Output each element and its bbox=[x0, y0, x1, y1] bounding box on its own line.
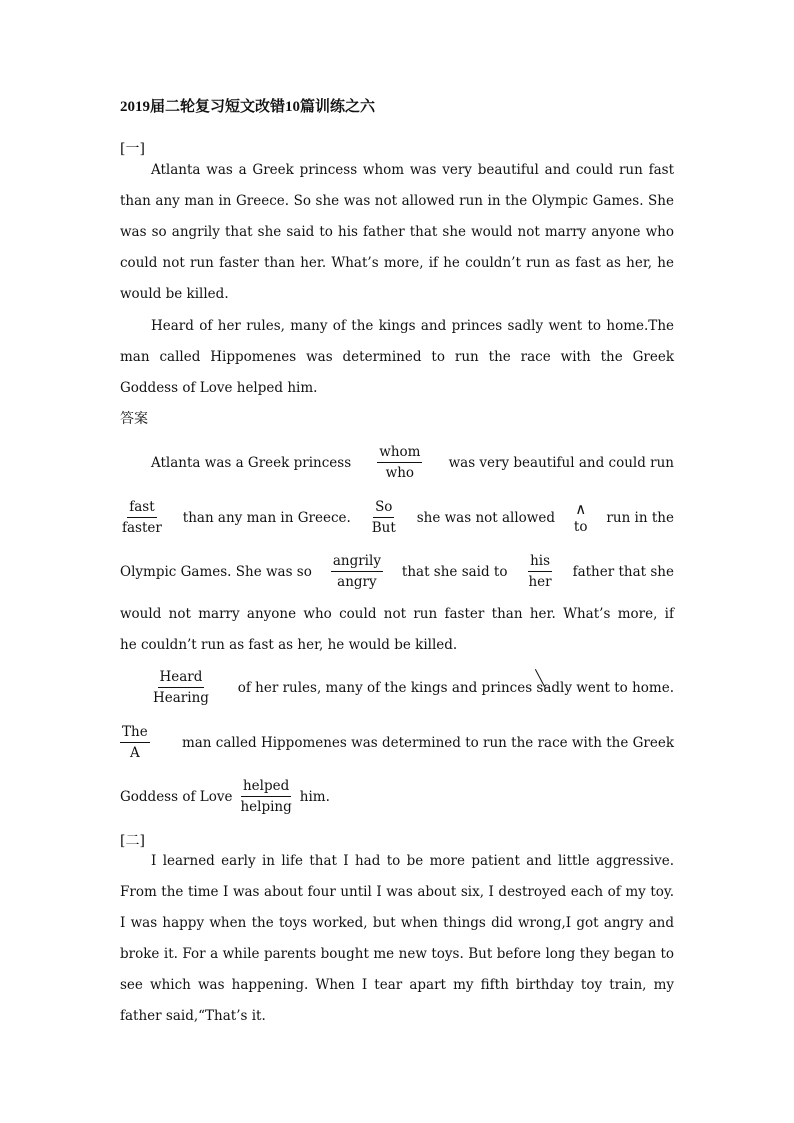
correction-so-but bbox=[370, 497, 398, 538]
correct-word: A bbox=[129, 745, 140, 761]
answer-text: she was not allowed bbox=[416, 509, 555, 526]
section-label-2: [二] bbox=[120, 833, 145, 849]
wrong-word: angrily bbox=[331, 551, 383, 572]
insertion-to bbox=[574, 500, 588, 536]
correction-heard-hearing bbox=[151, 667, 211, 708]
answer-line-8 bbox=[120, 776, 674, 817]
correction-angrily-angry bbox=[331, 551, 383, 592]
caret-mark: ∧ bbox=[575, 499, 587, 518]
answer-text: Olympic Games. She was so bbox=[120, 563, 312, 580]
wrong-word: whom bbox=[377, 442, 422, 463]
correction-whom-who bbox=[377, 442, 422, 483]
answer-text: him. bbox=[299, 788, 330, 805]
answer-text: Goddess of Love bbox=[120, 788, 233, 805]
answer-line-6 bbox=[120, 667, 674, 708]
answer-text: run in the bbox=[606, 509, 674, 526]
passage-2-paragraph-1: I learned early in life that I had to be more patient and little aggressive. From the time I was about four until I was about six, I destroyed each of my toy. I was happy when the toys worked, but when things did wrong,I got angry and broke it. For a while parents bought me new toys. But before long they began to see which was happening. When I tear apart my fifth birthday toy train, my father said,“That’s it. bbox=[120, 853, 674, 1024]
correction-his-her bbox=[526, 551, 553, 592]
wrong-word: Heard bbox=[158, 667, 205, 688]
correct-word: But bbox=[371, 520, 396, 536]
answer-line-2 bbox=[120, 497, 674, 538]
answer-text: father that she bbox=[572, 563, 674, 580]
correct-word: her bbox=[528, 574, 552, 590]
correct-word: angry bbox=[337, 574, 377, 590]
answer-line-1 bbox=[120, 442, 674, 483]
section-label-1: [一] bbox=[120, 141, 145, 157]
correction-fast-faster bbox=[120, 497, 164, 538]
correction-helped-helping bbox=[238, 776, 293, 817]
passage-1-paragraph-2: Heard of her rules, many of the kings and princes sadly went to home.The man called Hippomenes was determined to run the race with the Greek Goddess of Love helped him. bbox=[120, 318, 674, 396]
wrong-word: helped bbox=[241, 776, 291, 797]
answer-text: Atlanta was a Greek princess bbox=[151, 454, 352, 471]
document-title: 2019届二轮复习短文改错10篇训练之六 bbox=[120, 99, 376, 115]
answer-text: of her rules, many of the kings and princes sadly went to home. bbox=[237, 679, 674, 696]
wrong-word: So bbox=[373, 497, 394, 518]
wrong-word: The bbox=[120, 722, 150, 743]
answer-line-3 bbox=[120, 551, 674, 592]
correct-word: faster bbox=[122, 520, 162, 536]
correction-the-a bbox=[120, 722, 150, 763]
passage-1-paragraph-1: Atlanta was a Greek princess whom was very beautiful and could run fast than any man in Greece. So she was not allowed run in the Olympic Games. She was so angrily that she said to his father that she would not marry anyone who could not run faster than her. What’s more, if he couldn’t run as fast as her, he would be killed. bbox=[120, 162, 674, 302]
correct-word: who bbox=[385, 465, 415, 481]
answer-line-4: would not marry anyone who could not run faster than her. What’s more, if bbox=[120, 606, 674, 622]
wrong-word: fast bbox=[127, 497, 156, 518]
correct-word: Hearing bbox=[153, 690, 209, 706]
wrong-word: his bbox=[528, 551, 552, 572]
answer-label: 答案 bbox=[120, 411, 148, 427]
answer-text: was very beautiful and could run bbox=[448, 454, 674, 471]
answer-line-7 bbox=[120, 722, 674, 763]
correct-word: helping bbox=[240, 799, 292, 815]
inserted-word: to bbox=[573, 518, 588, 535]
answer-line-5: he couldn’t run as fast as her, he would be killed. bbox=[120, 637, 458, 653]
answer-text: man called Hippomenes was determined to run the race with the Greek bbox=[181, 734, 674, 751]
answer-text: that she said to bbox=[401, 563, 508, 580]
answer-text: than any man in Greece. bbox=[182, 509, 351, 526]
